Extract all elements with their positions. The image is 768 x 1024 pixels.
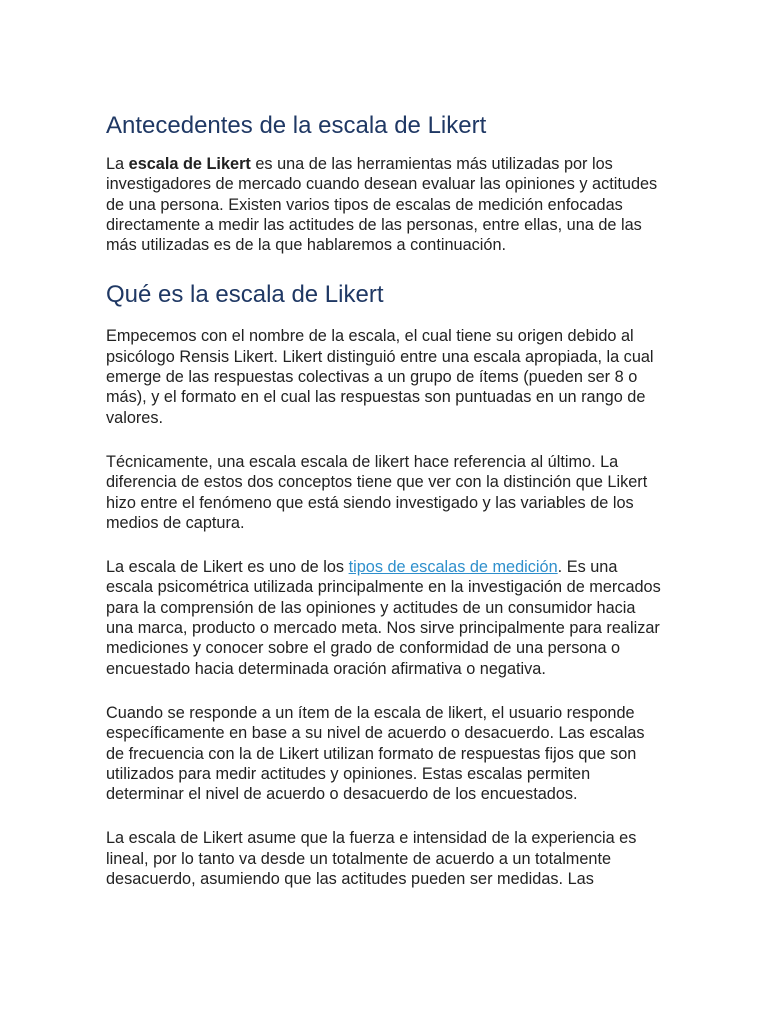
link-tipos-escalas-medicion[interactable]: tipos de escalas de medición <box>348 558 558 577</box>
paragraph-tipos-rest: . Es una escala psicométrica utilizada principalmente en la investigación de mercados para la comprensión de las opiniones y actitudes de un consumidor hacia una marca, producto o mercado meta. Nos sirve principalmente para realizar mediciones y conocer sobre el grado de conformidad de una persona o encuestado hacia determinada oración afirmativa o negativa. <box>106 558 661 678</box>
paragraph-tipos-lead: La escala de Likert es uno de los <box>106 558 349 577</box>
paragraph-tecnicamente: Técnicamente, una escala escala de likert hace referencia al último. La diferencia de estos dos conceptos tiene que ver con la distinción que Likert hizo entre el fenómeno que está siendo investigado y las variables de los medios de captura. <box>106 452 648 532</box>
paragraph-intro-rest: es una de las herramientas más utilizadas por los investigadores de mercado cuando desean evaluar las opiniones y actitudes de una persona. Existen varios tipos de escalas de medición enfocadas directamente a medir las actitudes de las personas, entre ellas, una de las más utilizadas es de la que hablaremos a continuación. <box>106 155 658 255</box>
paragraph-intro <box>106 154 666 255</box>
section-heading-que-es: Qué es la escala de Likert <box>106 281 384 309</box>
paragraph-fuerza-intensidad: La escala de Likert asume que la fuerza e intensidad de la experiencia es lineal, por lo tanto va desde un totalmente de acuerdo a un totalmente desacuerdo, asumiendo que las actitudes pueden ser medidas. Las <box>106 829 637 889</box>
paragraph-respuesta-item: Cuando se responde a un ítem de la escala de likert, el usuario responde específicamente en base a su nivel de acuerdo o desacuerdo. Las escalas de frecuencia con la de Likert utilizan formato de respuestas fijos que son utilizados para medir actitudes y opiniones. Estas escalas permiten determinar el nivel de acuerdo o desacuerdo de los encuestados. <box>106 703 645 804</box>
paragraph-tipos-escalas <box>106 557 666 679</box>
paragraph-origen: Empecemos con el nombre de la escala, el cual tiene su origen debido al psicólogo Rensis Likert. Likert distinguió entre una escala apropiada, la cual emerge de las respuestas colectivas a un grupo de ítems (pueden ser 8 o más), y el formato en el cual las respuestas son puntuadas en un rango de valores. <box>106 327 654 427</box>
paragraph-intro-lead: La <box>106 155 129 173</box>
document-page <box>106 108 666 913</box>
section-heading-antecedentes: Antecedentes de la escala de Likert <box>106 112 487 139</box>
bold-term-escala-likert: escala de Likert <box>128 155 251 173</box>
